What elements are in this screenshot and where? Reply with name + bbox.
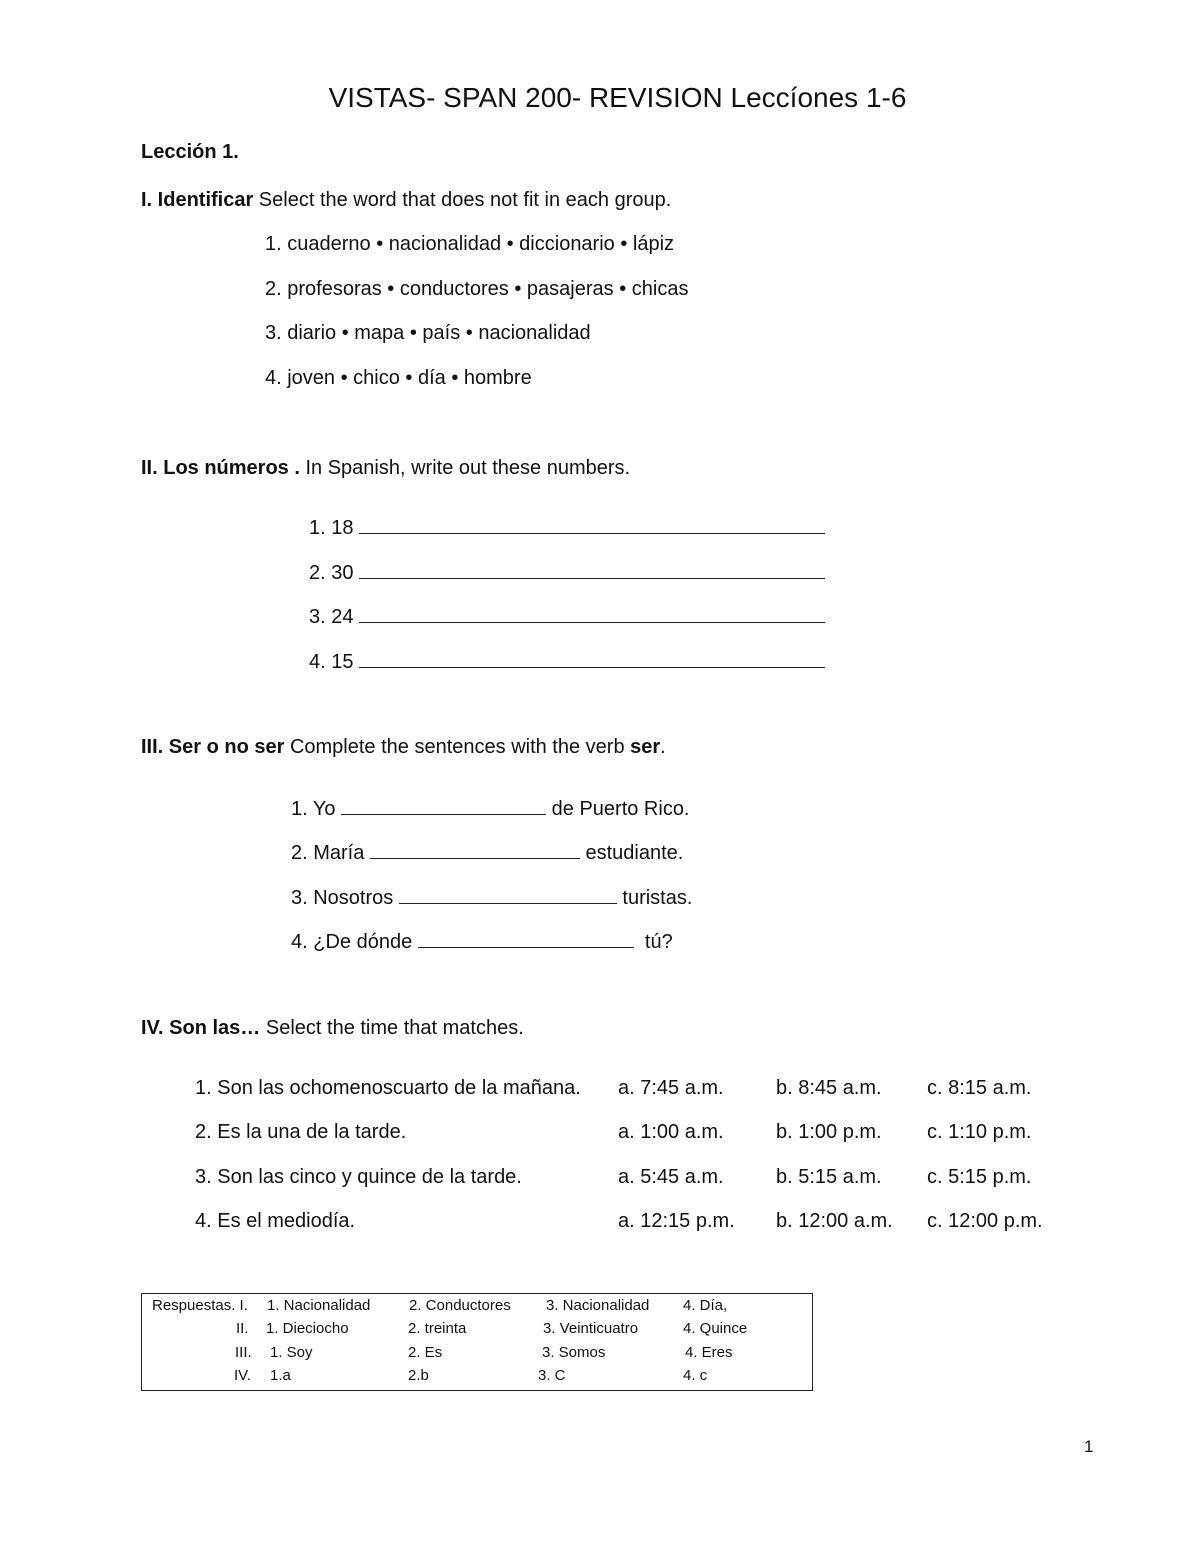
ser-before: 1. Yo xyxy=(291,798,336,820)
section-identificar-heading xyxy=(141,189,671,212)
identificar-item: 1. cuaderno • nacionalidad • diccionario • lápiz xyxy=(265,233,675,255)
time-option-c[interactable]: c. 12:00 p.m. xyxy=(927,1210,1043,1232)
answer-row-label: II. xyxy=(236,1320,249,1337)
ser-after: turistas. xyxy=(622,887,693,909)
section-ser-heading xyxy=(141,736,666,759)
answer-cell: 1. Soy xyxy=(270,1344,313,1361)
verb-ser: ser xyxy=(630,736,661,758)
section-instruction: In Spanish, write out these numbers. xyxy=(299,457,631,479)
time-option-b[interactable]: b. 8:45 a.m. xyxy=(776,1077,882,1099)
time-question: 4. Es el mediodía. xyxy=(195,1210,356,1232)
numero-label: 3. 24 xyxy=(309,606,354,628)
numero-label: 4. 15 xyxy=(309,651,354,673)
answer-blank[interactable] xyxy=(359,515,825,534)
section-label: III. Ser o no ser xyxy=(141,736,285,758)
ser-before: 3. Nosotros xyxy=(291,887,394,909)
lesson-heading: Lección 1. xyxy=(141,141,239,163)
time-option-a[interactable]: a. 7:45 a.m. xyxy=(618,1077,724,1099)
time-question: 2. Es la una de la tarde. xyxy=(195,1121,407,1143)
time-option-c[interactable]: c. 5:15 p.m. xyxy=(927,1166,1032,1188)
answer-cell: 4. Día, xyxy=(683,1297,728,1314)
answer-cell: 3. Nacionalidad xyxy=(546,1297,650,1314)
numero-item xyxy=(309,560,825,585)
ser-before: 4. ¿De dónde xyxy=(291,931,413,953)
ser-item xyxy=(291,796,690,821)
numero-item xyxy=(309,604,825,629)
section-numeros-heading xyxy=(141,457,630,480)
time-question: 1. Son las ochomenoscuarto de la mañana. xyxy=(195,1077,581,1099)
answer-cell: 4. Eres xyxy=(685,1344,733,1361)
answer-row-label: III. xyxy=(235,1344,252,1361)
section-label: I. Identificar xyxy=(141,189,254,211)
numero-label: 2. 30 xyxy=(309,562,354,584)
answer-cell: 2.b xyxy=(408,1367,429,1384)
answer-blank[interactable] xyxy=(359,604,825,623)
answer-blank[interactable] xyxy=(418,929,634,948)
answer-cell: 1. Dieciocho xyxy=(266,1320,349,1337)
answer-row-label: IV. xyxy=(234,1367,251,1384)
time-option-a[interactable]: a. 12:15 p.m. xyxy=(618,1210,735,1232)
answer-cell: 2. Es xyxy=(408,1344,443,1361)
answer-cell: 4. Quince xyxy=(683,1320,748,1337)
ser-after: de Puerto Rico. xyxy=(551,798,690,820)
time-option-b[interactable]: b. 5:15 a.m. xyxy=(776,1166,882,1188)
identificar-item: 4. joven • chico • día • hombre xyxy=(265,367,532,389)
section-son-las-heading xyxy=(141,1017,524,1040)
answer-blank[interactable] xyxy=(359,560,825,579)
section-label: IV. Son las… xyxy=(141,1017,261,1039)
section-instruction: Complete the sentences with the verb xyxy=(284,736,631,758)
answer-blank[interactable] xyxy=(341,796,546,815)
time-option-a[interactable]: a. 1:00 a.m. xyxy=(618,1121,724,1143)
answer-cell: 2. Conductores xyxy=(409,1297,511,1314)
identificar-item: 3. diario • mapa • país • nacionalidad xyxy=(265,322,591,344)
time-question: 3. Son las cinco y quince de la tarde. xyxy=(195,1166,522,1188)
instruction-period: . xyxy=(660,736,666,758)
answer-cell: 4. c xyxy=(683,1367,708,1384)
answer-cell: 3. C xyxy=(538,1367,566,1384)
numero-item xyxy=(309,649,825,674)
answer-cell: 1.a xyxy=(270,1367,291,1384)
time-option-b[interactable]: b. 12:00 a.m. xyxy=(776,1210,893,1232)
ser-item xyxy=(291,840,683,865)
ser-item xyxy=(291,885,692,910)
ser-item xyxy=(291,929,673,954)
time-option-b[interactable]: b. 1:00 p.m. xyxy=(776,1121,882,1143)
answer-blank[interactable] xyxy=(359,649,825,668)
section-instruction: Select the time that matches. xyxy=(260,1017,524,1039)
numero-item xyxy=(309,515,825,540)
time-option-c[interactable]: c. 8:15 a.m. xyxy=(927,1077,1032,1099)
numero-label: 1. 18 xyxy=(309,517,354,539)
page-number: 1 xyxy=(1084,1437,1094,1456)
answer-cell: 3. Somos xyxy=(542,1344,606,1361)
answer-cell: 1. Nacionalidad xyxy=(267,1297,371,1314)
answer-cell: 3. Veinticuatro xyxy=(543,1320,639,1337)
ser-after: tú? xyxy=(644,931,673,953)
answer-blank[interactable] xyxy=(399,885,617,904)
page-title: VISTAS- SPAN 200- REVISION Leccíones 1-6 xyxy=(328,82,907,113)
identificar-item: 2. profesoras • conductores • pasajeras • chicas xyxy=(265,278,689,300)
answer-blank[interactable] xyxy=(370,840,580,859)
ser-after: estudiante. xyxy=(585,842,684,864)
answer-cell: 2. treinta xyxy=(408,1320,467,1337)
section-label: II. Los números . xyxy=(141,457,300,479)
section-instruction: Select the word that does not fit in each group. xyxy=(253,189,672,211)
answer-row-label: Respuestas. I. xyxy=(152,1297,248,1314)
time-option-c[interactable]: c. 1:10 p.m. xyxy=(927,1121,1032,1143)
time-option-a[interactable]: a. 5:45 a.m. xyxy=(618,1166,724,1188)
ser-before: 2. María xyxy=(291,842,365,864)
answer-key-box xyxy=(141,1293,813,1391)
